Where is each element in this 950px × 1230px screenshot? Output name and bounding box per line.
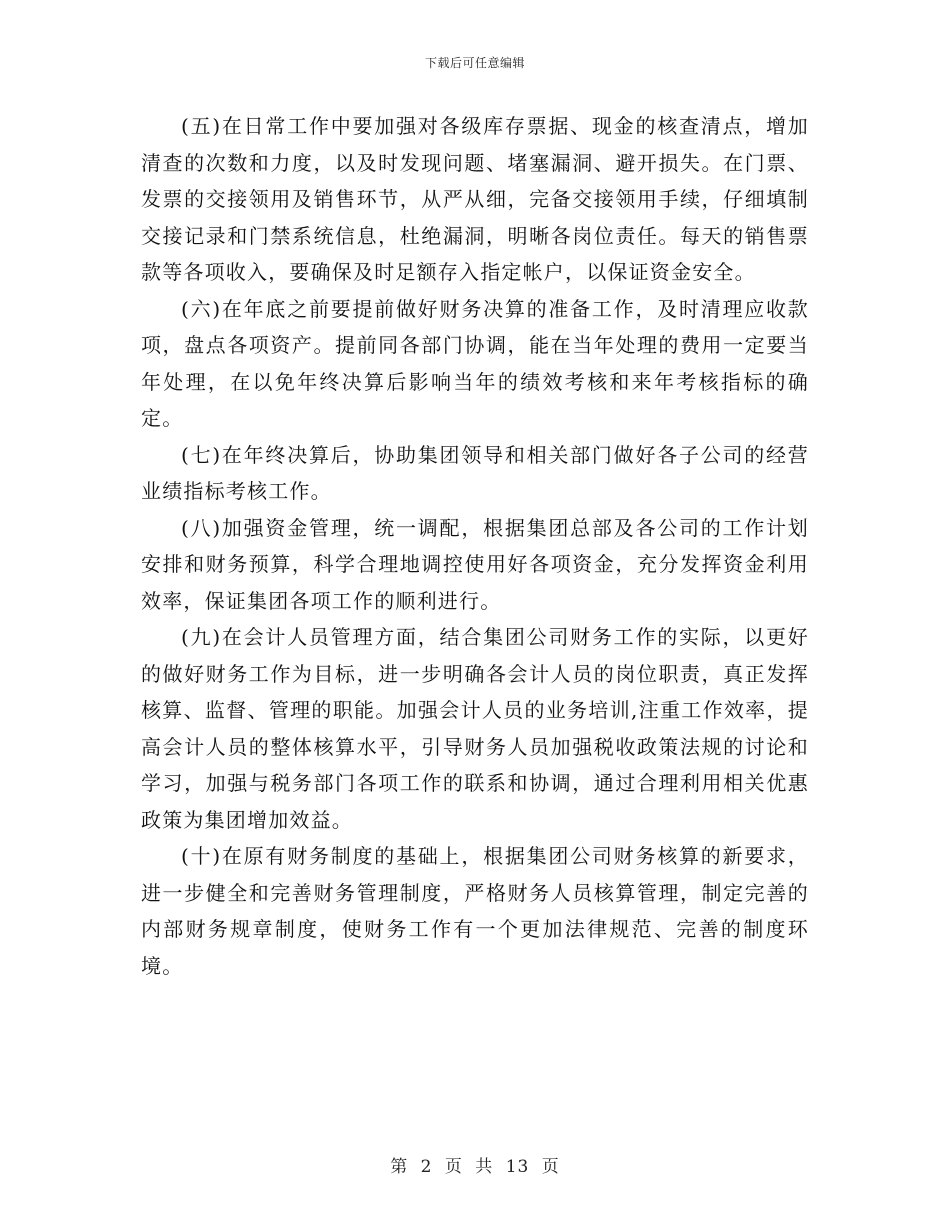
paragraph-6: (六)在年底之前要提前做好财务决算的准备工作，及时清理应收款项，盘点各项资产。提前同各部门协调，能在当年处理的费用一定要当年处理，在以免年终决算后影响当年的绩效考核和来年考核指标的确定。 (141, 296, 809, 430)
paragraph-5: (五)在日常工作中要加强对各级库存票据、现金的核查清点，增加清查的次数和力度，以及时发现问题、堵塞漏洞、避开损失。在门票、发票的交接领用及销售环节，从严从细，完备交接领用手续，仔细填制交接记录和门禁系统信息，杜绝漏洞，明晰各岗位责任。每天的销售票款等各项收入，要确保及时足额存入指定帐户，以保证资金安全。 (141, 114, 809, 284)
page-number-footer: 第 2 页 共 13 页 (390, 1157, 560, 1177)
paragraph-10: (十)在原有财务制度的基础上，根据集团公司财务核算的新要求，进一步健全和完善财务管理制度，严格财务人员核算管理，制定完善的内部财务规章制度，使财务工作有一个更加法律规范、完善的制度环境。 (141, 844, 809, 978)
paragraph-7: (七)在年终决算后，协助集团领导和相关部门做好各子公司的经营业绩指标考核工作。 (141, 442, 809, 503)
page-header: 下载后可任意编辑 (424, 56, 525, 70)
paragraph-9: (九)在会计人员管理方面，结合集团公司财务工作的实际，以更好的做好财务工作为目标，进一步明确各会计人员的岗位职责，真正发挥核算、监督、管理的职能。加强会计人员的业务培训,注重工作效率，提高会计人员的整体核算水平，引导财务人员加强税收政策法规的讨论和学习，加强与税务部门各项工作的联系和协调，通过合理利用相关优惠政策为集团增加效益。 (141, 625, 809, 832)
paragraph-8: (八)加强资金管理，统一调配，根据集团总部及各公司的工作计划安排和财务预算，科学合理地调控使用好各项资金，充分发挥资金利用效率，保证集团各项工作的顺利进行。 (141, 515, 809, 613)
document-body (141, 108, 809, 984)
